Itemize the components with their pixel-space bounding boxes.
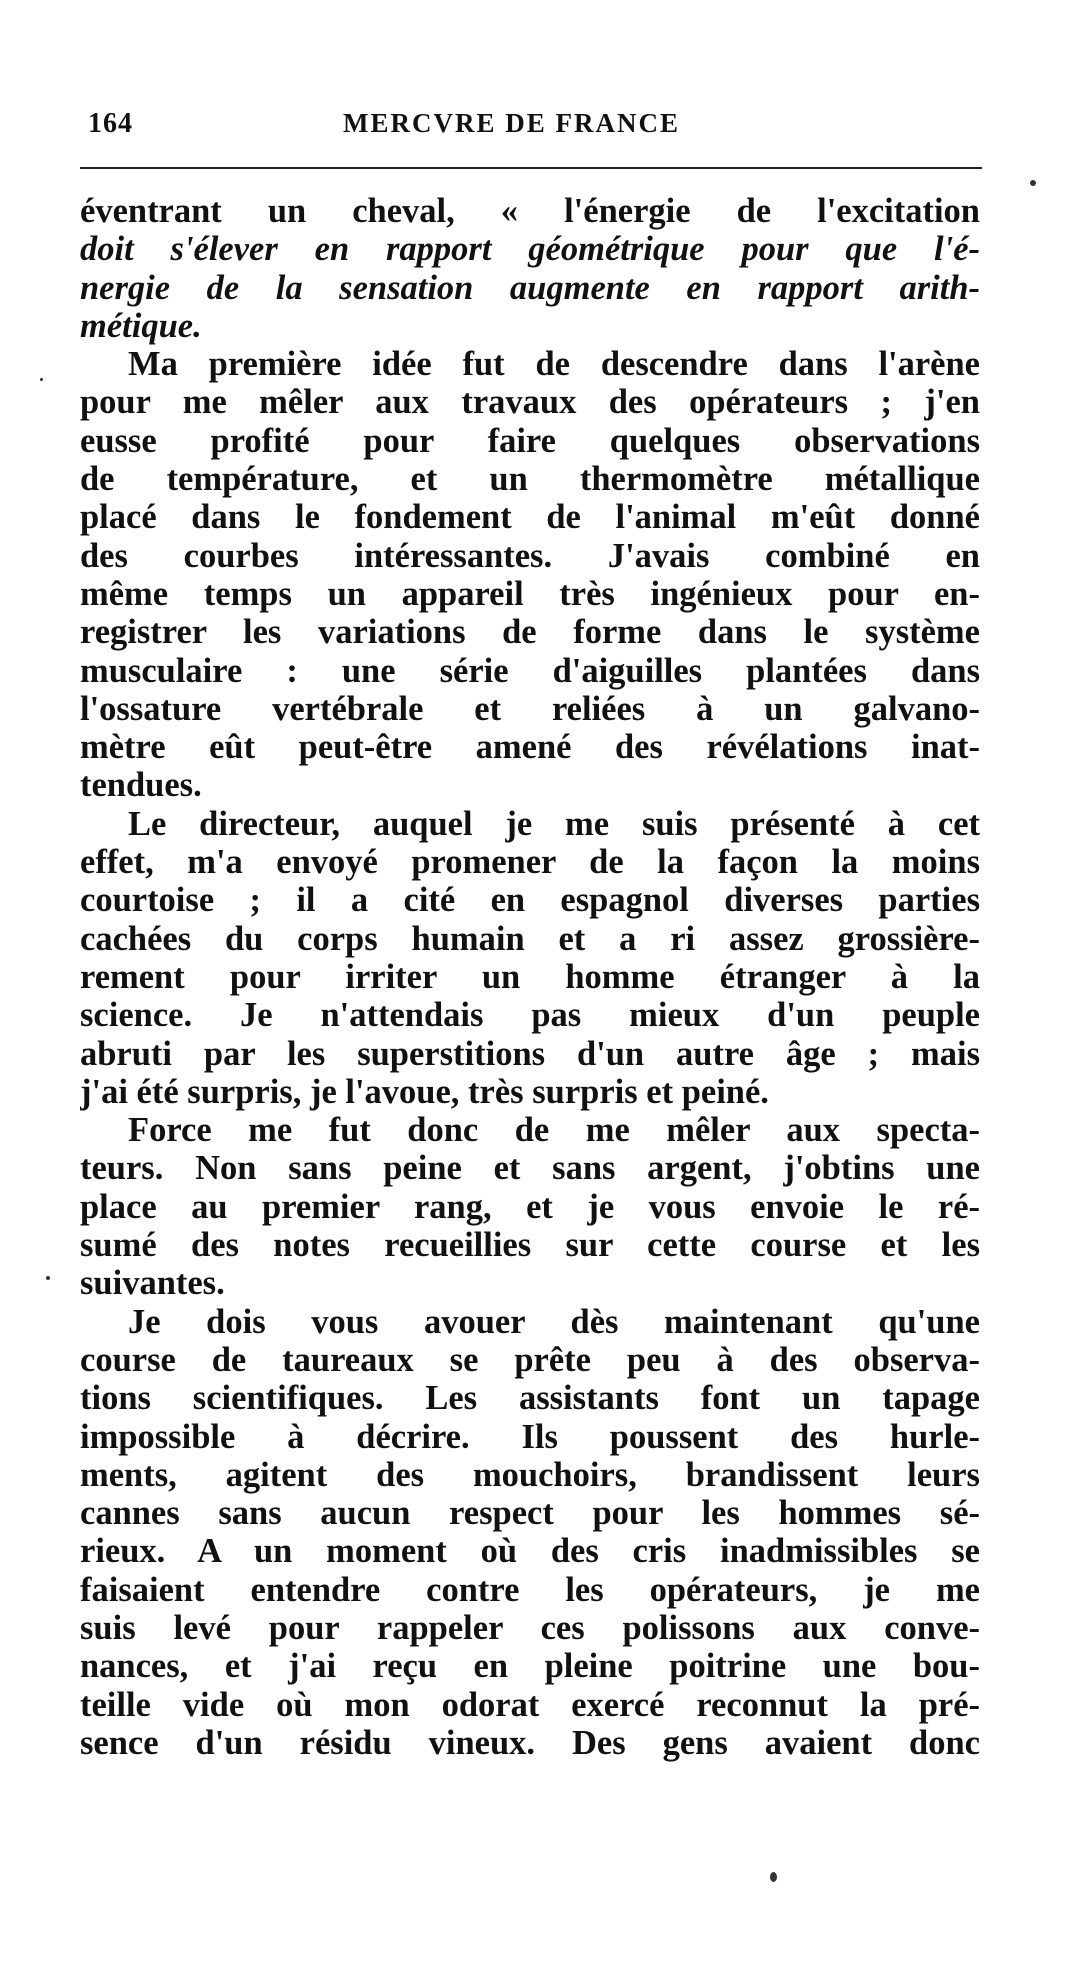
scan-speck [40,378,43,381]
body-text [80,192,980,1762]
text-line: Le directeur, auquel je me suis présenté à cet [128,804,980,843]
text-line: suivantes. [80,1264,225,1303]
text-line: cannes sans aucun respect pour les hommes sé- [80,1494,980,1533]
text-line: pour me mêler aux travaux des opérateurs ; j'en [80,383,980,422]
running-head [88,108,978,148]
text-line: teille vide où mon odorat exercé reconnut la pré- [80,1685,980,1724]
text-line: tions scientifiques. Les assistants font un tapage [80,1379,980,1418]
text-line: doit s'élever en rapport géométrique pour que l'é- [80,230,980,269]
text-line: impossible à décrire. Ils poussent des hurle- [80,1417,980,1456]
text-line: effet, m'a envoyé promener de la façon la moins [80,843,980,882]
text-line: Force me fut donc de me mêler aux specta- [128,1111,980,1150]
text-line: musculaire : une série d'aiguilles plantées dans [80,651,980,690]
text-line: des courbes intéressantes. J'avais combiné en [80,536,980,575]
text-line: registrer les variations de forme dans le système [80,613,980,652]
text-line: courtoise ; il a cité en espagnol diverses parties [80,881,980,920]
text-line: eusse profité pour faire quelques observations [80,421,980,460]
journal-title: MERCVRE DE FRANCE [343,108,680,138]
text-line: même temps un appareil très ingénieux pour en- [80,574,980,613]
text-line: j'ai été surpris, je l'avoue, très surpris et peiné. [80,1072,769,1111]
text-line: rement pour irriter un homme étranger à la [80,957,980,996]
text-line: Je dois vous avouer dès maintenant qu'une [128,1302,980,1341]
text-line: mètre eût peut-être amené des révélations inat- [80,728,980,767]
text-line: éventrant un cheval, « l'énergie de l'excitation [80,192,980,230]
text-line: sumé des notes recueillies sur cette course et les [80,1226,980,1265]
page-number: 164 [88,108,133,139]
text-line: suis levé pour rappeler ces polissons aux conve- [80,1608,980,1647]
header-rule [80,167,982,169]
text-line: place au premier rang, et je vous envoie le ré- [80,1187,980,1226]
text-line: abruti par les superstitions d'un autre âge ; mais [80,1034,980,1073]
text-line: de température, et un thermomètre métallique [80,460,980,499]
text-line: teurs. Non sans peine et sans argent, j'obtins une [80,1149,980,1188]
text-line: placé dans le fondement de l'animal m'eût donné [80,498,980,537]
text-line: cachées du corps humain et a ri assez grossière- [80,919,980,958]
scan-speck [1030,180,1036,186]
text-line: tendues. [80,766,202,805]
text-line: nergie de la sensation augmente en rapport arith- [80,268,980,307]
text-line: course de taureaux se prête peu à des observa- [80,1340,980,1379]
text-line: Ma première idée fut de descendre dans l'arène [128,345,980,384]
text-line: ments, agitent des mouchoirs, brandissent leurs [80,1455,980,1494]
text-line: rieux. A un moment où des cris inadmissibles se [80,1532,980,1571]
scan-speck [46,1276,50,1280]
text-line: sence d'un résidu vineux. Des gens avaient donc [80,1723,980,1762]
scan-speck [770,1872,777,1882]
text-line: faisaient entendre contre les opérateurs, je me [80,1570,980,1609]
text-line: nances, et j'ai reçu en pleine poitrine une bou- [80,1647,980,1686]
text-line: science. Je n'attendais pas mieux d'un peuple [80,996,980,1035]
text-line: métique. [80,306,202,345]
text-line: l'ossature vertébrale et reliées à un galvano- [80,689,980,728]
